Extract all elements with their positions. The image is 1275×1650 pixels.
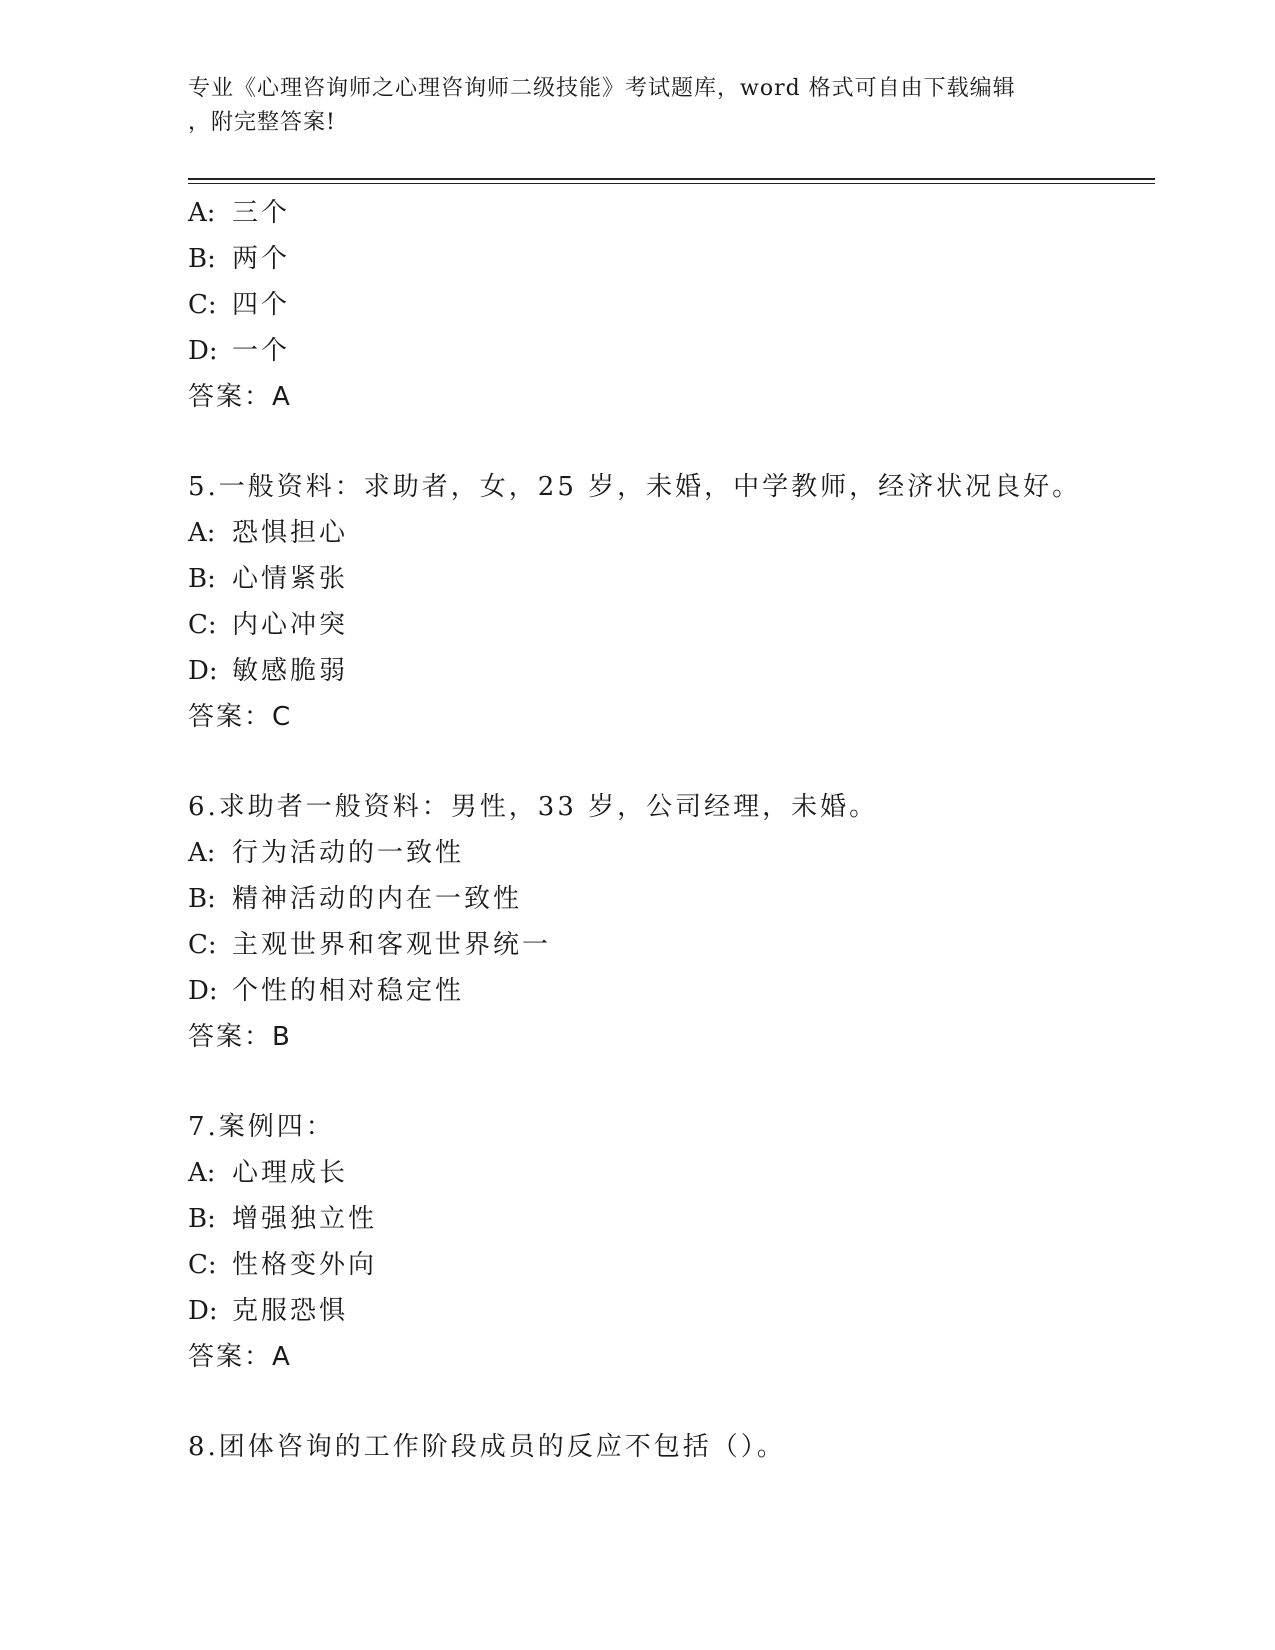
option-label: C: (188, 930, 217, 960)
option-a (188, 1150, 1155, 1196)
option-d (188, 968, 1155, 1014)
question-stem: 6.求助者一般资料：男性，33 岁，公司经理，未婚。 (188, 792, 879, 822)
option-text: 恐惧担心 (232, 518, 349, 548)
option-label: A: (188, 1158, 216, 1188)
question-7 (188, 1104, 1155, 1380)
document-header (188, 72, 1068, 140)
option-label: A: (188, 198, 216, 228)
option-b (188, 876, 1155, 922)
option-text: 内心冲突 (232, 610, 349, 640)
option-text: 精神活动的内在一致性 (232, 884, 523, 914)
option-text: 个性的相对稳定性 (232, 976, 465, 1006)
answer-line: 答案：A (188, 1342, 292, 1372)
header-title-continuation: ，附完整答案! (188, 110, 336, 135)
option-label: C: (188, 290, 217, 320)
option-d (188, 1288, 1155, 1334)
option-label: B: (188, 1204, 216, 1234)
option-label: B: (188, 244, 216, 274)
option-a (188, 190, 1155, 236)
option-label: D: (188, 976, 218, 1006)
option-text: 性格变外向 (232, 1250, 378, 1280)
option-text: 心情紧张 (232, 564, 349, 594)
answer-line: 答案：B (188, 1022, 292, 1052)
option-text: 心理成长 (232, 1158, 349, 1188)
option-text: 行为活动的一致性 (232, 838, 465, 868)
option-text: 敏感脆弱 (232, 656, 349, 686)
option-d (188, 648, 1155, 694)
option-label: D: (188, 336, 218, 366)
question-4 (188, 190, 1155, 420)
option-text: 两个 (232, 244, 291, 274)
option-label: A: (188, 838, 216, 868)
header-divider-thin (188, 183, 1155, 184)
option-text: 四个 (232, 290, 291, 320)
question-8 (188, 1424, 1155, 1470)
question-5 (188, 464, 1155, 740)
option-b (188, 1196, 1155, 1242)
option-label: B: (188, 884, 216, 914)
option-label: D: (188, 656, 218, 686)
answer-line: 答案：A (188, 382, 292, 412)
option-a (188, 830, 1155, 876)
option-b (188, 236, 1155, 282)
option-text: 增强独立性 (232, 1204, 378, 1234)
answer-line: 答案：C (188, 702, 293, 732)
option-text: 克服恐惧 (232, 1296, 349, 1326)
question-stem: 5.一般资料：求助者，女，25 岁，未婚，中学教师，经济状况良好。 (188, 472, 1082, 502)
header-divider-thick (188, 178, 1155, 180)
option-c (188, 1242, 1155, 1288)
option-b (188, 556, 1155, 602)
option-text: 一个 (232, 336, 291, 366)
option-c (188, 922, 1155, 968)
option-text: 主观世界和客观世界统一 (232, 930, 552, 960)
option-text: 三个 (232, 198, 291, 228)
option-label: C: (188, 610, 217, 640)
option-a (188, 510, 1155, 556)
question-6 (188, 784, 1155, 1060)
option-c (188, 602, 1155, 648)
question-list (188, 190, 1155, 1470)
question-stem: 7.案例四： (188, 1112, 335, 1142)
option-label: C: (188, 1250, 217, 1280)
header-title-line: 专业《心理咨询师之心理咨询师二级技能》考试题库，word 格式可自由下载编辑 (188, 76, 1016, 101)
option-label: B: (188, 564, 216, 594)
option-label: A: (188, 518, 216, 548)
option-c (188, 282, 1155, 328)
option-label: D: (188, 1296, 218, 1326)
option-d (188, 328, 1155, 374)
question-stem: 8.团体咨询的工作阶段成员的反应不包括（）。 (188, 1432, 786, 1462)
